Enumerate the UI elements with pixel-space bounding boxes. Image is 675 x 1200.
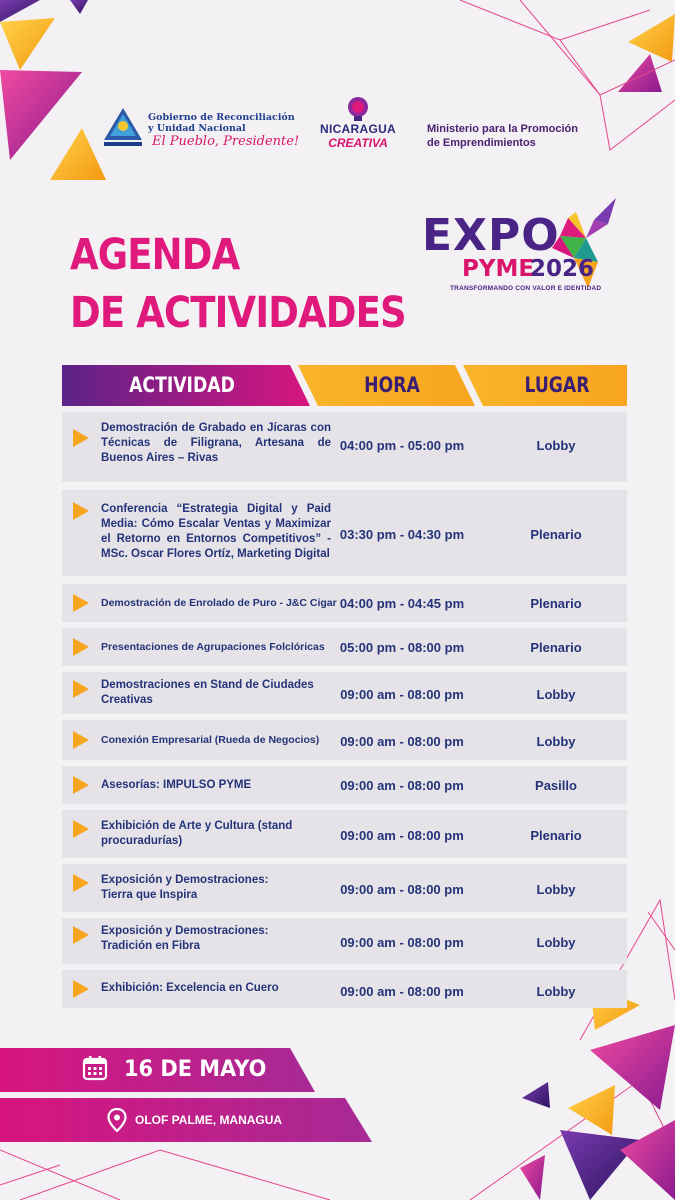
row-actividad: Asesorías: IMPULSO PYME xyxy=(101,779,252,791)
expo-year: 2026 xyxy=(530,256,595,282)
row-hora: 09:00 am - 08:00 pm xyxy=(340,828,464,843)
table-row xyxy=(62,864,627,912)
gobierno-line2: y Unidad Nacional xyxy=(148,123,246,134)
arrow-icon xyxy=(73,429,89,447)
header-actividad: ACTIVIDAD xyxy=(129,373,235,397)
row-lugar: Plenario xyxy=(530,828,582,843)
header-hora: HORA xyxy=(364,373,420,397)
nicaragua-creativa-logo xyxy=(318,96,398,158)
row-actividad: Exhibición de Arte y Cultura (stand procuradurías) xyxy=(101,820,293,847)
row-hora: 09:00 am - 08:00 pm xyxy=(340,687,464,702)
arrow-icon xyxy=(73,776,89,794)
ministerio-logo xyxy=(427,122,578,150)
title-line2: DE ACTIVIDADES xyxy=(70,288,406,338)
row-hora: 09:00 am - 08:00 pm xyxy=(340,935,464,950)
row-actividad: Exposición y Demostraciones: Tradición en Fibra xyxy=(101,925,269,952)
title-line1: AGENDA xyxy=(70,230,240,280)
location-pin-icon xyxy=(107,1108,127,1132)
row-actividad: Presentaciones de Agrupaciones Folclóricas xyxy=(101,641,325,653)
lightbulb-icon xyxy=(344,96,372,122)
row-lugar: Plenario xyxy=(530,640,582,655)
gobierno-logo xyxy=(100,104,310,156)
row-hora: 09:00 am - 08:00 pm xyxy=(340,984,464,999)
row-actividad: Exhibición: Excelencia en Cuero xyxy=(101,982,279,994)
row-hora: 05:00 pm - 08:00 pm xyxy=(339,640,465,655)
gobierno-name xyxy=(148,112,295,134)
row-lugar: Lobby xyxy=(536,438,576,453)
row-hora: 09:00 am - 08:00 pm xyxy=(340,778,464,793)
ministerio-line1: Ministerio para la Promoción xyxy=(427,123,578,135)
page-title xyxy=(70,226,406,342)
arrow-icon xyxy=(73,594,89,612)
creativa-text: CREATIVA xyxy=(328,136,388,150)
row-lugar: Lobby xyxy=(536,984,576,999)
row-actividad: Exposición y Demostraciones: Tierra que Inspira xyxy=(101,874,269,901)
table-row xyxy=(62,970,627,1008)
row-hora: 09:00 am - 08:00 pm xyxy=(340,882,464,897)
row-actividad: Conexión Empresarial (Rueda de Negocios) xyxy=(101,734,320,746)
table-row xyxy=(62,918,627,964)
row-lugar: Pasillo xyxy=(535,778,577,793)
header-lugar: LUGAR xyxy=(524,373,590,397)
event-location: OLOF PALME, MANAGUA xyxy=(135,1113,283,1127)
arrow-icon xyxy=(73,731,89,749)
table-row xyxy=(62,766,627,804)
event-date: 16 DE MAYO xyxy=(124,1057,267,1082)
row-lugar: Lobby xyxy=(536,734,576,749)
arrow-icon xyxy=(73,680,89,698)
row-lugar: Lobby xyxy=(536,935,576,950)
table-row xyxy=(62,720,627,760)
row-actividad: Demostración de Enrolado de Puro - J&C Cigar xyxy=(101,597,337,609)
table-row xyxy=(62,412,627,482)
expo-pyme-text: PYME xyxy=(462,256,535,282)
gobierno-line1: Gobierno de Reconciliación xyxy=(148,112,295,123)
table-header xyxy=(62,365,627,406)
row-hora: 04:00 pm - 05:00 pm xyxy=(339,438,465,453)
ministerio-line2: de Emprendimientos xyxy=(427,137,536,149)
row-hora: 04:00 pm - 04:45 pm xyxy=(339,596,465,611)
row-lugar: Plenario xyxy=(530,596,582,611)
calendar-icon xyxy=(82,1055,108,1081)
table-row xyxy=(62,490,627,576)
arrow-icon xyxy=(73,502,89,520)
gobierno-emblem-icon xyxy=(100,104,146,154)
row-actividad: Demostración de Grabado en Jícaras con Técnicas de Filigrana, Artesana de Buenos Aires – Rivas xyxy=(101,422,331,464)
row-actividad: Conferencia “Estrategia Digital y Paid Media: Cómo Escalar Ventas y Maximizar el Retorno en Entornos Competitivos” - MSc. Oscar Flores Ortíz, Marketing Digital xyxy=(101,503,331,560)
table-row xyxy=(62,672,627,714)
arrow-icon xyxy=(73,874,89,892)
expo-pyme-logo xyxy=(420,198,620,298)
arrow-icon xyxy=(73,638,89,656)
table-row xyxy=(62,628,627,666)
row-lugar: Lobby xyxy=(536,687,576,702)
row-lugar: Lobby xyxy=(536,882,576,897)
gobierno-slogan: El Pueblo, Presidente! xyxy=(152,134,300,149)
row-hora: 03:30 pm - 04:30 pm xyxy=(339,527,465,542)
row-lugar: Plenario xyxy=(530,527,582,542)
arrow-icon xyxy=(73,926,89,944)
arrow-icon xyxy=(73,980,89,998)
table-row xyxy=(62,584,627,622)
expo-tagline: TRANSFORMANDO CON VALOR E IDENTIDAD xyxy=(450,285,602,292)
table-row xyxy=(62,810,627,858)
expo-word: EXPO xyxy=(422,210,560,261)
nicaragua-text: NICARAGUA xyxy=(319,122,397,136)
row-actividad: Demostraciones en Stand de Ciudades Creativas xyxy=(101,679,314,706)
row-hora: 09:00 am - 08:00 pm xyxy=(340,734,464,749)
arrow-icon xyxy=(73,820,89,838)
